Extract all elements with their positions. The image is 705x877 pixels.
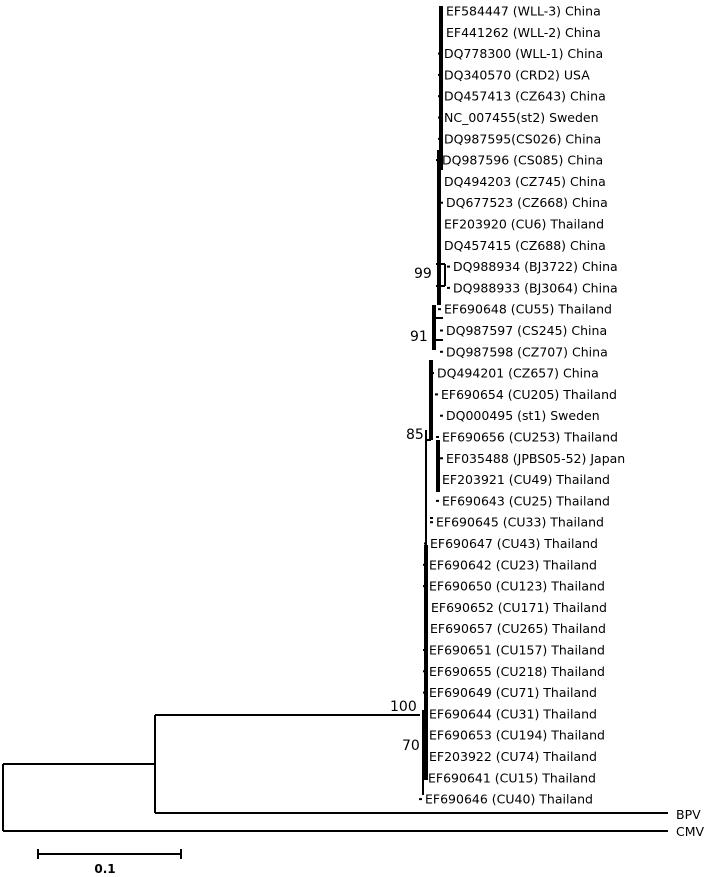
bootstrap-91: 91 xyxy=(410,329,428,345)
bootstrap-85: 85 xyxy=(406,427,424,443)
taxon-label: DQ987597 (CS245) China xyxy=(446,323,608,338)
taxon-label: DQ494201 (CZ657) China xyxy=(437,365,599,381)
taxon-label: EF690649 (CU71) Thailand xyxy=(429,685,597,701)
taxon-label: EF203921 (CU49) Thailand xyxy=(442,472,610,488)
taxon-label: EF690655 (CU218) Thailand xyxy=(429,663,605,679)
taxon-label: EF035488 (JPBS05-52) Japan xyxy=(446,450,626,466)
taxon-label: EF690646 (CU40) Thailand xyxy=(425,791,593,807)
taxon-label: EF690647 (CU43) Thailand xyxy=(430,536,598,551)
outgroup-label-cmv: CMV xyxy=(676,824,705,839)
scale-bar-label: 0.1 xyxy=(94,862,116,876)
taxon-label: EF690651 (CU157) Thailand xyxy=(429,642,605,658)
taxon-label: NC_007455(st2) Sweden xyxy=(444,110,599,125)
taxon-label: DQ778300 (WLL-1) China xyxy=(444,46,604,62)
taxon-label: EF690652 (CU171) Thailand xyxy=(431,599,607,615)
bootstrap-70: 70 xyxy=(402,738,420,754)
taxon-label: EF690656 (CU253) Thailand xyxy=(442,429,618,445)
taxon-label: DQ987596 (CS085) China xyxy=(442,152,604,168)
taxon-label: EF203922 (CU74) Thailand xyxy=(429,749,597,764)
taxon-label: DQ340570 (CRD2) USA xyxy=(444,67,590,83)
taxon-label: EF690642 (CU23) Thailand xyxy=(429,557,597,573)
taxon-label: EF690648 (CU55) Thailand xyxy=(444,301,612,317)
taxon-label: DQ987595(CS026) China xyxy=(444,131,602,147)
taxon-label: EF690645 (CU33) Thailand xyxy=(436,514,604,530)
taxon-label: DQ494203 (CZ745) China xyxy=(444,173,606,189)
outgroup-labels xyxy=(676,807,705,839)
taxon-label: DQ987598 (CZ707) China xyxy=(446,344,608,360)
taxon-label: EF690657 (CU265) Thailand xyxy=(430,621,606,637)
taxon-label: EF690653 (CU194) Thailand xyxy=(429,727,605,743)
taxon-label: EF690650 (CU123) Thailand xyxy=(429,578,605,594)
taxon-labels xyxy=(425,4,625,807)
taxon-label: DQ000495 (st1) Sweden xyxy=(446,408,600,424)
taxon-label: DQ988934 (BJ3722) China xyxy=(453,259,618,275)
taxon-label: DQ457415 (CZ688) China xyxy=(444,237,606,253)
taxon-label: DQ457413 (CZ643) China xyxy=(444,88,606,104)
taxon-label: EF203920 (CU6) Thailand xyxy=(444,216,605,232)
outgroup-label-bpv: BPV xyxy=(676,807,701,822)
bootstrap-100: 100 xyxy=(390,699,417,715)
taxon-label: DQ988933 (BJ3064) China xyxy=(453,280,618,296)
taxon-label: DQ677523 (CZ668) China xyxy=(446,195,608,211)
taxon-label: EF584447 (WLL-3) China xyxy=(446,3,601,19)
taxon-label: EF690641 (CU15) Thailand xyxy=(428,770,596,786)
scale-bar xyxy=(38,849,181,876)
taxon-label: EF690644 (CU31) Thailand xyxy=(429,706,597,722)
taxon-label: EF441262 (WLL-2) China xyxy=(446,24,601,40)
bootstrap-99: 99 xyxy=(414,266,432,282)
taxon-label: EF690643 (CU25) Thailand xyxy=(442,493,610,509)
taxon-label: EF690654 (CU205) Thailand xyxy=(441,386,617,402)
